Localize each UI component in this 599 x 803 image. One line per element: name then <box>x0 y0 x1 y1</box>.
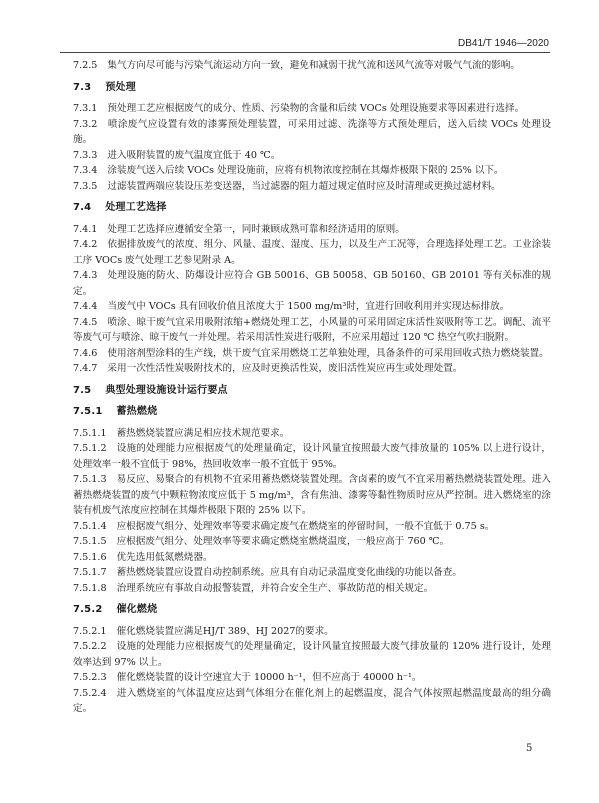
clause-paragraph <box>73 268 551 299</box>
section-title: 处理工艺选择 <box>105 202 167 213</box>
clause-text: 蓄热燃烧装置应设置自动控制系统。应具有自动记录温度变化曲线的功能以备查。 <box>116 567 462 578</box>
clause-paragraph <box>73 237 551 268</box>
clause-text: 涂装废气送入后续 VOCs 处理设施前，应将有机物浓度控制在其爆炸极限下限的 25% 以下。 <box>107 165 504 176</box>
clause-text: 集气方向尽可能与污染气流运动方向一致，避免和减弱干扰气流和送风气流等对吸气气流的影响。 <box>107 60 520 71</box>
clause-number: 7.5.1.5 <box>73 536 107 547</box>
clause-number: 7.5.2.2 <box>73 641 107 652</box>
clause-paragraph <box>73 519 551 535</box>
clause-number: 7.5.1.7 <box>73 567 107 578</box>
standard-code: DB41/T 1946—2020 <box>458 38 549 49</box>
section-title: 预处理 <box>105 81 136 93</box>
clause-text: 催化燃烧装置应满足HJ/T 389、HJ 2027的要求。 <box>116 625 334 637</box>
clause-paragraph <box>73 550 551 566</box>
clause-paragraph <box>73 686 551 717</box>
clause-paragraph <box>73 179 551 195</box>
clause-text: 易反应、易聚合的有机物不宜采用蓄热燃烧装置处理。含卤素的废气不宜采用蓄热燃烧装置处理。进入蓄热燃烧装置的废气中颗粒物浓度应低于 5 mg/m³，含有焦油、漆雾等黏性物质时应从严控制。进入燃烧室的涂装有机废气浓度应控制在其爆炸极限下限的 25% 以下。 <box>73 474 551 516</box>
clause-number: 7.3.4 <box>73 165 98 176</box>
clause-text: 蓄热燃烧装置应满足相应技术规范要求。 <box>116 427 290 439</box>
clause-paragraph <box>73 472 551 519</box>
clause-text: 设施的处理能力应根据废气的处理量确定，设计风量宜按照最大废气排放量的 120% 进行设计，处理效率达到 97% 以上。 <box>73 641 551 668</box>
clause-text: 优先选用低氮燃烧器。 <box>116 551 213 563</box>
clause-number: 7.5.1.8 <box>73 582 107 594</box>
clause-paragraph <box>73 148 551 164</box>
clause-paragraph <box>73 101 551 117</box>
clause-number: 7.3.2 <box>73 118 98 130</box>
section-number: 7.4 <box>73 202 92 213</box>
clause-text: 喷涂、晾干废气宜采用吸附浓缩+燃烧处理工艺，小风量的可采用固定床活性炭吸附等工艺。调配、流平等废气可与喷涂、晾干废气一并处理。若采用活性炭进行吸附，不应采用超过 120 ℃ 热空气吹扫脱附。 <box>73 316 551 343</box>
clause-paragraph <box>73 426 551 442</box>
clause-number: 7.5.1.1 <box>73 427 107 439</box>
clause-number: 7.5.1.6 <box>73 551 107 563</box>
clause-paragraph <box>73 315 551 346</box>
clause-number: 7.4.3 <box>73 270 98 281</box>
clause-number: 7.5.2.4 <box>73 687 107 699</box>
clause-paragraph <box>73 624 551 640</box>
clause-text: 采用一次性活性炭吸附技术的，应及时更换活性炭，废旧活性炭应再生或处理处置。 <box>107 363 463 374</box>
section-heading <box>73 383 551 399</box>
clause-paragraph <box>73 534 551 550</box>
clause-text: 催化燃烧装置的设计空速宜大于 10000 h⁻¹，但不应高于 40000 h⁻¹。 <box>116 672 422 683</box>
clause-text: 过滤装置两端应装设压差变送器，当过滤器的阻力超过规定值时应及时清理或更换过滤材料。 <box>107 180 501 192</box>
clause-paragraph <box>73 361 551 377</box>
clause-number: 7.3.1 <box>73 103 98 114</box>
section-title: 蓄热燃烧 <box>116 406 158 417</box>
clause-text: 使用溶剂型涂料的生产线，烘干废气宜采用燃烧工艺单独处理，具备条件的可采用回收式热力燃烧装置。 <box>107 347 549 359</box>
clause-paragraph <box>73 581 551 597</box>
header-rule <box>60 52 550 53</box>
clause-paragraph <box>73 58 551 74</box>
clause-paragraph <box>73 299 551 315</box>
section-heading <box>73 200 551 216</box>
clause-number: 7.4.1 <box>73 223 98 235</box>
clause-text: 治理系统应有事故自动报警装置，并符合安全生产、事故防范的相关规定。 <box>116 582 434 594</box>
section-number: 7.5.2 <box>73 604 103 615</box>
clause-text: 预处理工艺应根据废气的成分、性质、污染物的含量和后续 VOCs 处理设施要求等因素进行选择。 <box>107 103 525 114</box>
clause-text: 处理设施的防火、防爆设计应符合 GB 50016、GB 50058、GB 50160、GB 20101 等有关标准的规定。 <box>73 270 551 297</box>
clause-number: 7.4.6 <box>73 347 98 359</box>
section-title: 催化燃烧 <box>116 604 158 615</box>
clause-paragraph <box>73 670 551 686</box>
section-heading <box>73 404 551 420</box>
section-heading <box>73 80 551 96</box>
clause-number: 7.4.2 <box>73 239 98 250</box>
section-heading <box>73 602 551 618</box>
clause-text: 进入燃烧室的气体温度应达到气体组分在催化剂上的起燃温度，混合气体按照起燃温度最高的组分确定。 <box>73 687 551 714</box>
clause-paragraph <box>73 565 551 581</box>
clause-text: 应根据废气组分、处理效率等要求确定废气在燃烧室的停留时间，一般不宜低于 0.75 s。 <box>116 520 495 532</box>
clause-number: 7.3.3 <box>73 149 98 161</box>
clause-paragraph <box>73 346 551 362</box>
page-number: 5 <box>526 743 533 754</box>
clause-text: 应根据废气组分、处理效率等要求确定燃烧室燃烧温度，一般应高于 760 ℃。 <box>116 536 450 547</box>
clause-number: 7.5.1.2 <box>73 443 107 454</box>
section-number: 7.5 <box>73 384 92 396</box>
clause-paragraph <box>73 441 551 472</box>
clause-number: 7.4.5 <box>73 316 98 328</box>
section-title: 典型处理设施设计运行要点 <box>105 384 228 396</box>
clause-text: 喷涂废气应设置有效的漆雾预处理装置，可采用过滤、洗涤等方式预处理后，送入后续 VOCs 处理设施。 <box>73 118 551 145</box>
clause-text: 设施的处理能力应根据废气的处理量确定，设计风量宜按照最大废气排放量的 105% 以上进行设计，处理效率一般不宜低于 98%，热回收效率一般不宜低于 95%。 <box>73 443 551 470</box>
clause-number: 7.4.7 <box>73 363 98 374</box>
clause-number: 7.5.2.1 <box>73 625 107 637</box>
section-number: 7.3 <box>73 81 92 93</box>
clause-paragraph <box>73 222 551 238</box>
clause-number: 7.5.1.3 <box>73 474 107 485</box>
clause-number: 7.4.4 <box>73 301 98 312</box>
clause-number: 7.5.1.4 <box>73 520 107 532</box>
clause-paragraph <box>73 163 551 179</box>
clause-number: 7.2.5 <box>73 60 98 71</box>
clause-text: 进入吸附装置的废气温度宜低于 40 ℃。 <box>107 149 281 161</box>
clause-number: 7.5.2.3 <box>73 672 107 683</box>
document-body <box>73 58 551 717</box>
clause-text: 依据排放废气的浓度、组分、风量、温度、湿度、压力，以及生产工况等，合理选择处理工艺。工业涂装工序 VOCs 废气处理工艺参见附录 A。 <box>73 239 551 266</box>
clause-number: 7.3.5 <box>73 180 98 192</box>
clause-text: 当废气中 VOCs 具有回收价值且浓度大于 1500 mg/m³时，宜进行回收利用并实现达标排放。 <box>107 301 510 312</box>
clause-paragraph <box>73 117 551 148</box>
section-number: 7.5.1 <box>73 406 103 417</box>
clause-text: 处理工艺选择应遵循安全第一，同时兼顾成熟可靠和经济适用的原则。 <box>107 223 405 235</box>
clause-paragraph <box>73 639 551 670</box>
